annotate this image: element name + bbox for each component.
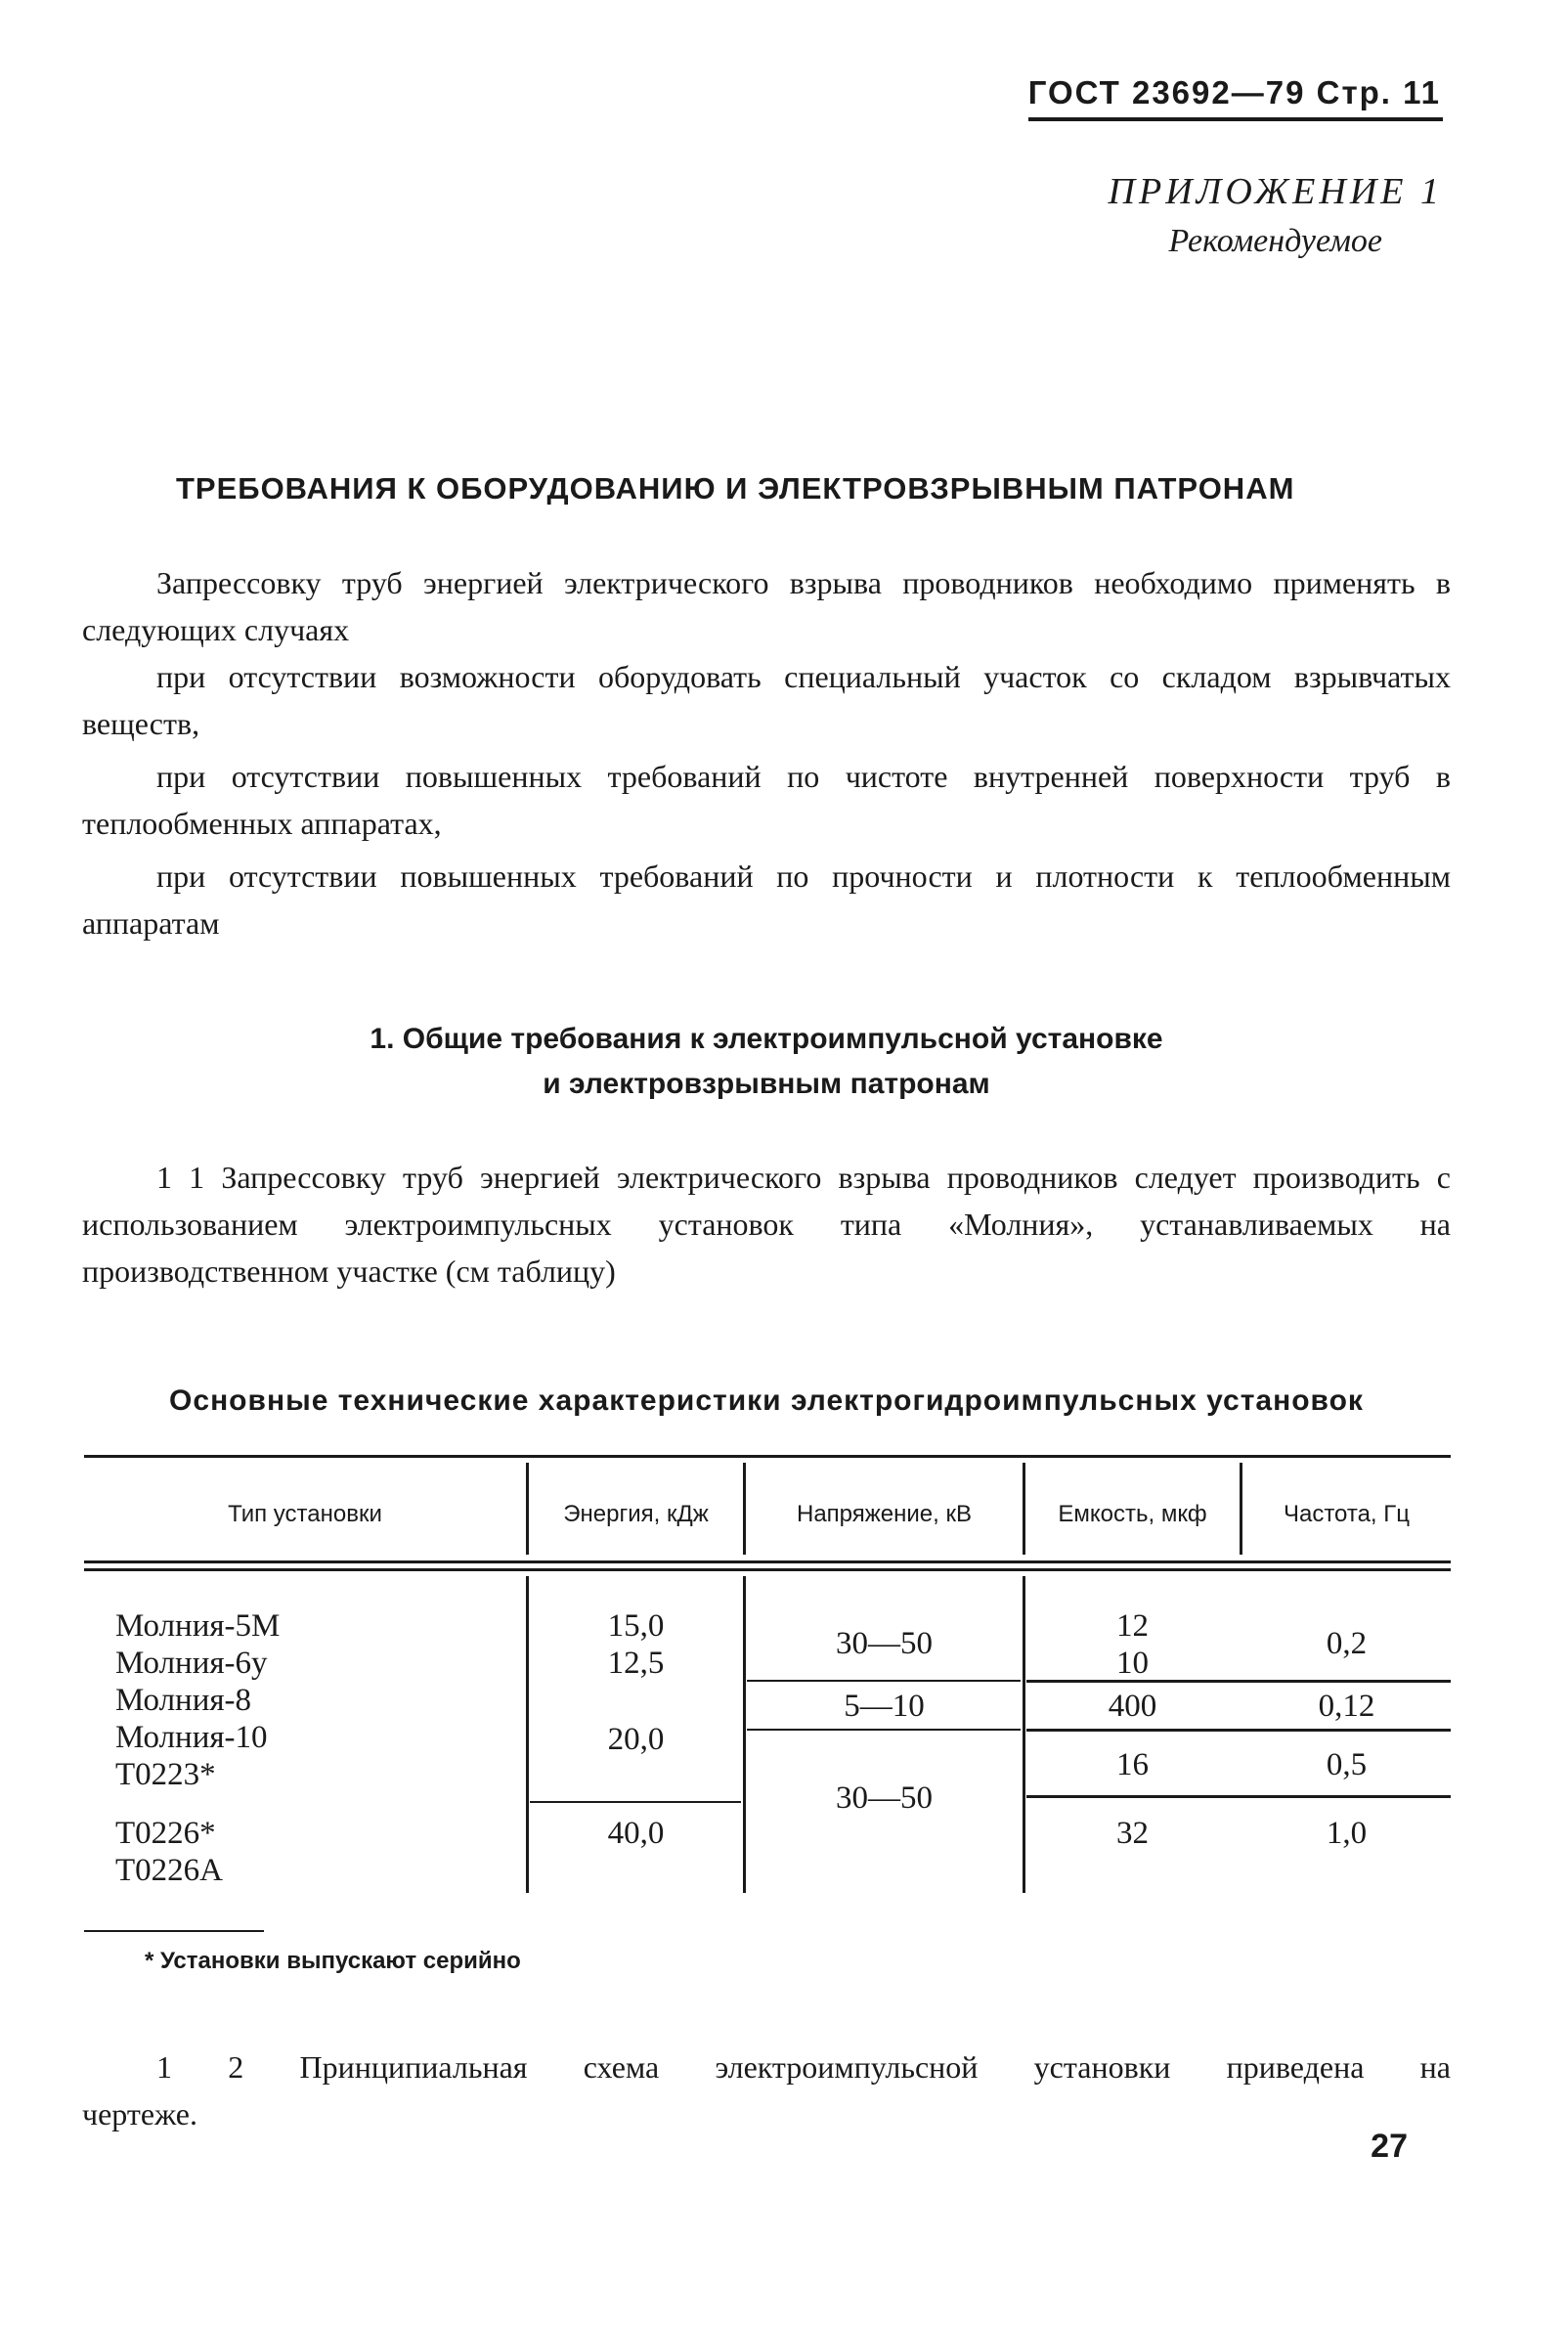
voltage-cell: 30—50 [836, 1626, 933, 1661]
energy-cell: 20,0 [607, 1722, 665, 1757]
type-row: Молния-8 [115, 1683, 252, 1718]
table-title: Основные технические характеристики электрогидроимпульсных установок [169, 1384, 1364, 1417]
case-paragraph-2: при отсутствии повышенных требований по чистоте внутренней поверхности труб в теплообменных аппаратах, [82, 759, 1451, 841]
subsection-title-line-1: 1. Общие требования к электроимпульсной установке [370, 1023, 1163, 1055]
frequency-cell: 0,5 [1326, 1747, 1368, 1782]
capacity-cell: 10 [1116, 1646, 1149, 1681]
table-header-rule-1 [84, 1560, 1451, 1563]
group-rule [1026, 1795, 1451, 1798]
frequency-cell: 1,0 [1326, 1816, 1368, 1851]
column-header-capacity: Емкость, мкф [1058, 1501, 1207, 1527]
footnote-rule [84, 1930, 264, 1932]
frequency-cell: 0,2 [1326, 1626, 1368, 1661]
group-rule [530, 1801, 741, 1803]
column-header-type: Тип установки [228, 1501, 382, 1527]
voltage-cell: 5—10 [844, 1689, 925, 1724]
appendix-label: ПРИЛОЖЕНИЕ 1 [1108, 171, 1443, 212]
type-list [115, 1607, 280, 1889]
voltage-cell: 30—50 [836, 1780, 933, 1816]
subsection-title-line-2: и электровзрывным патронам [543, 1068, 990, 1100]
energy-cell: 15,0 [607, 1608, 665, 1644]
energy-cell: 40,0 [607, 1816, 665, 1851]
case-paragraph-3: при отсутствии повышенных требований по прочности и плотности к теплообменным аппаратам [82, 858, 1451, 941]
type-row: Молния-5М [115, 1608, 281, 1644]
paragraph-1-2-line-1: 1 2 Принципиальная схема электроимпульсной установки приведена на [156, 2049, 1451, 2085]
type-row: Т0226* [115, 1816, 216, 1851]
type-row: Т0223* [115, 1757, 216, 1792]
group-rule [747, 1729, 1021, 1731]
capacity-cell: 400 [1108, 1689, 1157, 1724]
type-spacer [115, 1793, 280, 1815]
column-header-energy: Энергия, кДж [563, 1501, 709, 1527]
table-top-rule [84, 1455, 1451, 1458]
paragraph-1-1: 1 1 Запрессовку труб энергией электрического взрыва проводников следует производить с использованием электроимпульсных установок типа «Молния», устанавливаемых на производственном участке (см таблицу) [82, 1160, 1451, 1289]
group-rule [747, 1680, 1021, 1682]
column-divider [743, 1576, 746, 1893]
column-header-voltage: Напряжение, кВ [796, 1501, 972, 1527]
table-header-rule-2 [84, 1568, 1451, 1571]
capacity-cell: 12 [1116, 1608, 1149, 1644]
page-header: ГОСТ 23692—79 Стр. 11 [1027, 74, 1441, 110]
group-rule [1026, 1729, 1451, 1732]
intro-paragraph: Запрессовку труб энергией электрического взрыва проводников необходимо применять в следующих случаях [82, 565, 1451, 647]
column-header-frequency: Частота, Гц [1283, 1501, 1411, 1527]
type-row: Молния-6у [115, 1646, 268, 1681]
energy-cell: 12,5 [607, 1646, 665, 1681]
type-row: Т0226А [115, 1853, 223, 1888]
type-row: Молния-10 [115, 1720, 268, 1755]
capacity-cell: 16 [1116, 1747, 1149, 1782]
frequency-cell: 0,12 [1318, 1689, 1375, 1724]
appendix-status: Рекомендуемое [1168, 223, 1382, 259]
page-number: 27 [1371, 2128, 1408, 2165]
footnote: * Установки выпускают серийно [145, 1948, 521, 1974]
section-title: ТРЕБОВАНИЯ К ОБОРУДОВАНИЮ И ЭЛЕКТРОВЗРЫВНЫМ ПАТРОНАМ [176, 471, 1295, 505]
paragraph-1-2-line-2: чертеже. [82, 2096, 197, 2131]
capacity-cell: 32 [1116, 1816, 1149, 1851]
case-paragraph-1: при отсутствии возможности оборудовать специальный участок со складом взрывчатых веществ, [82, 659, 1451, 741]
